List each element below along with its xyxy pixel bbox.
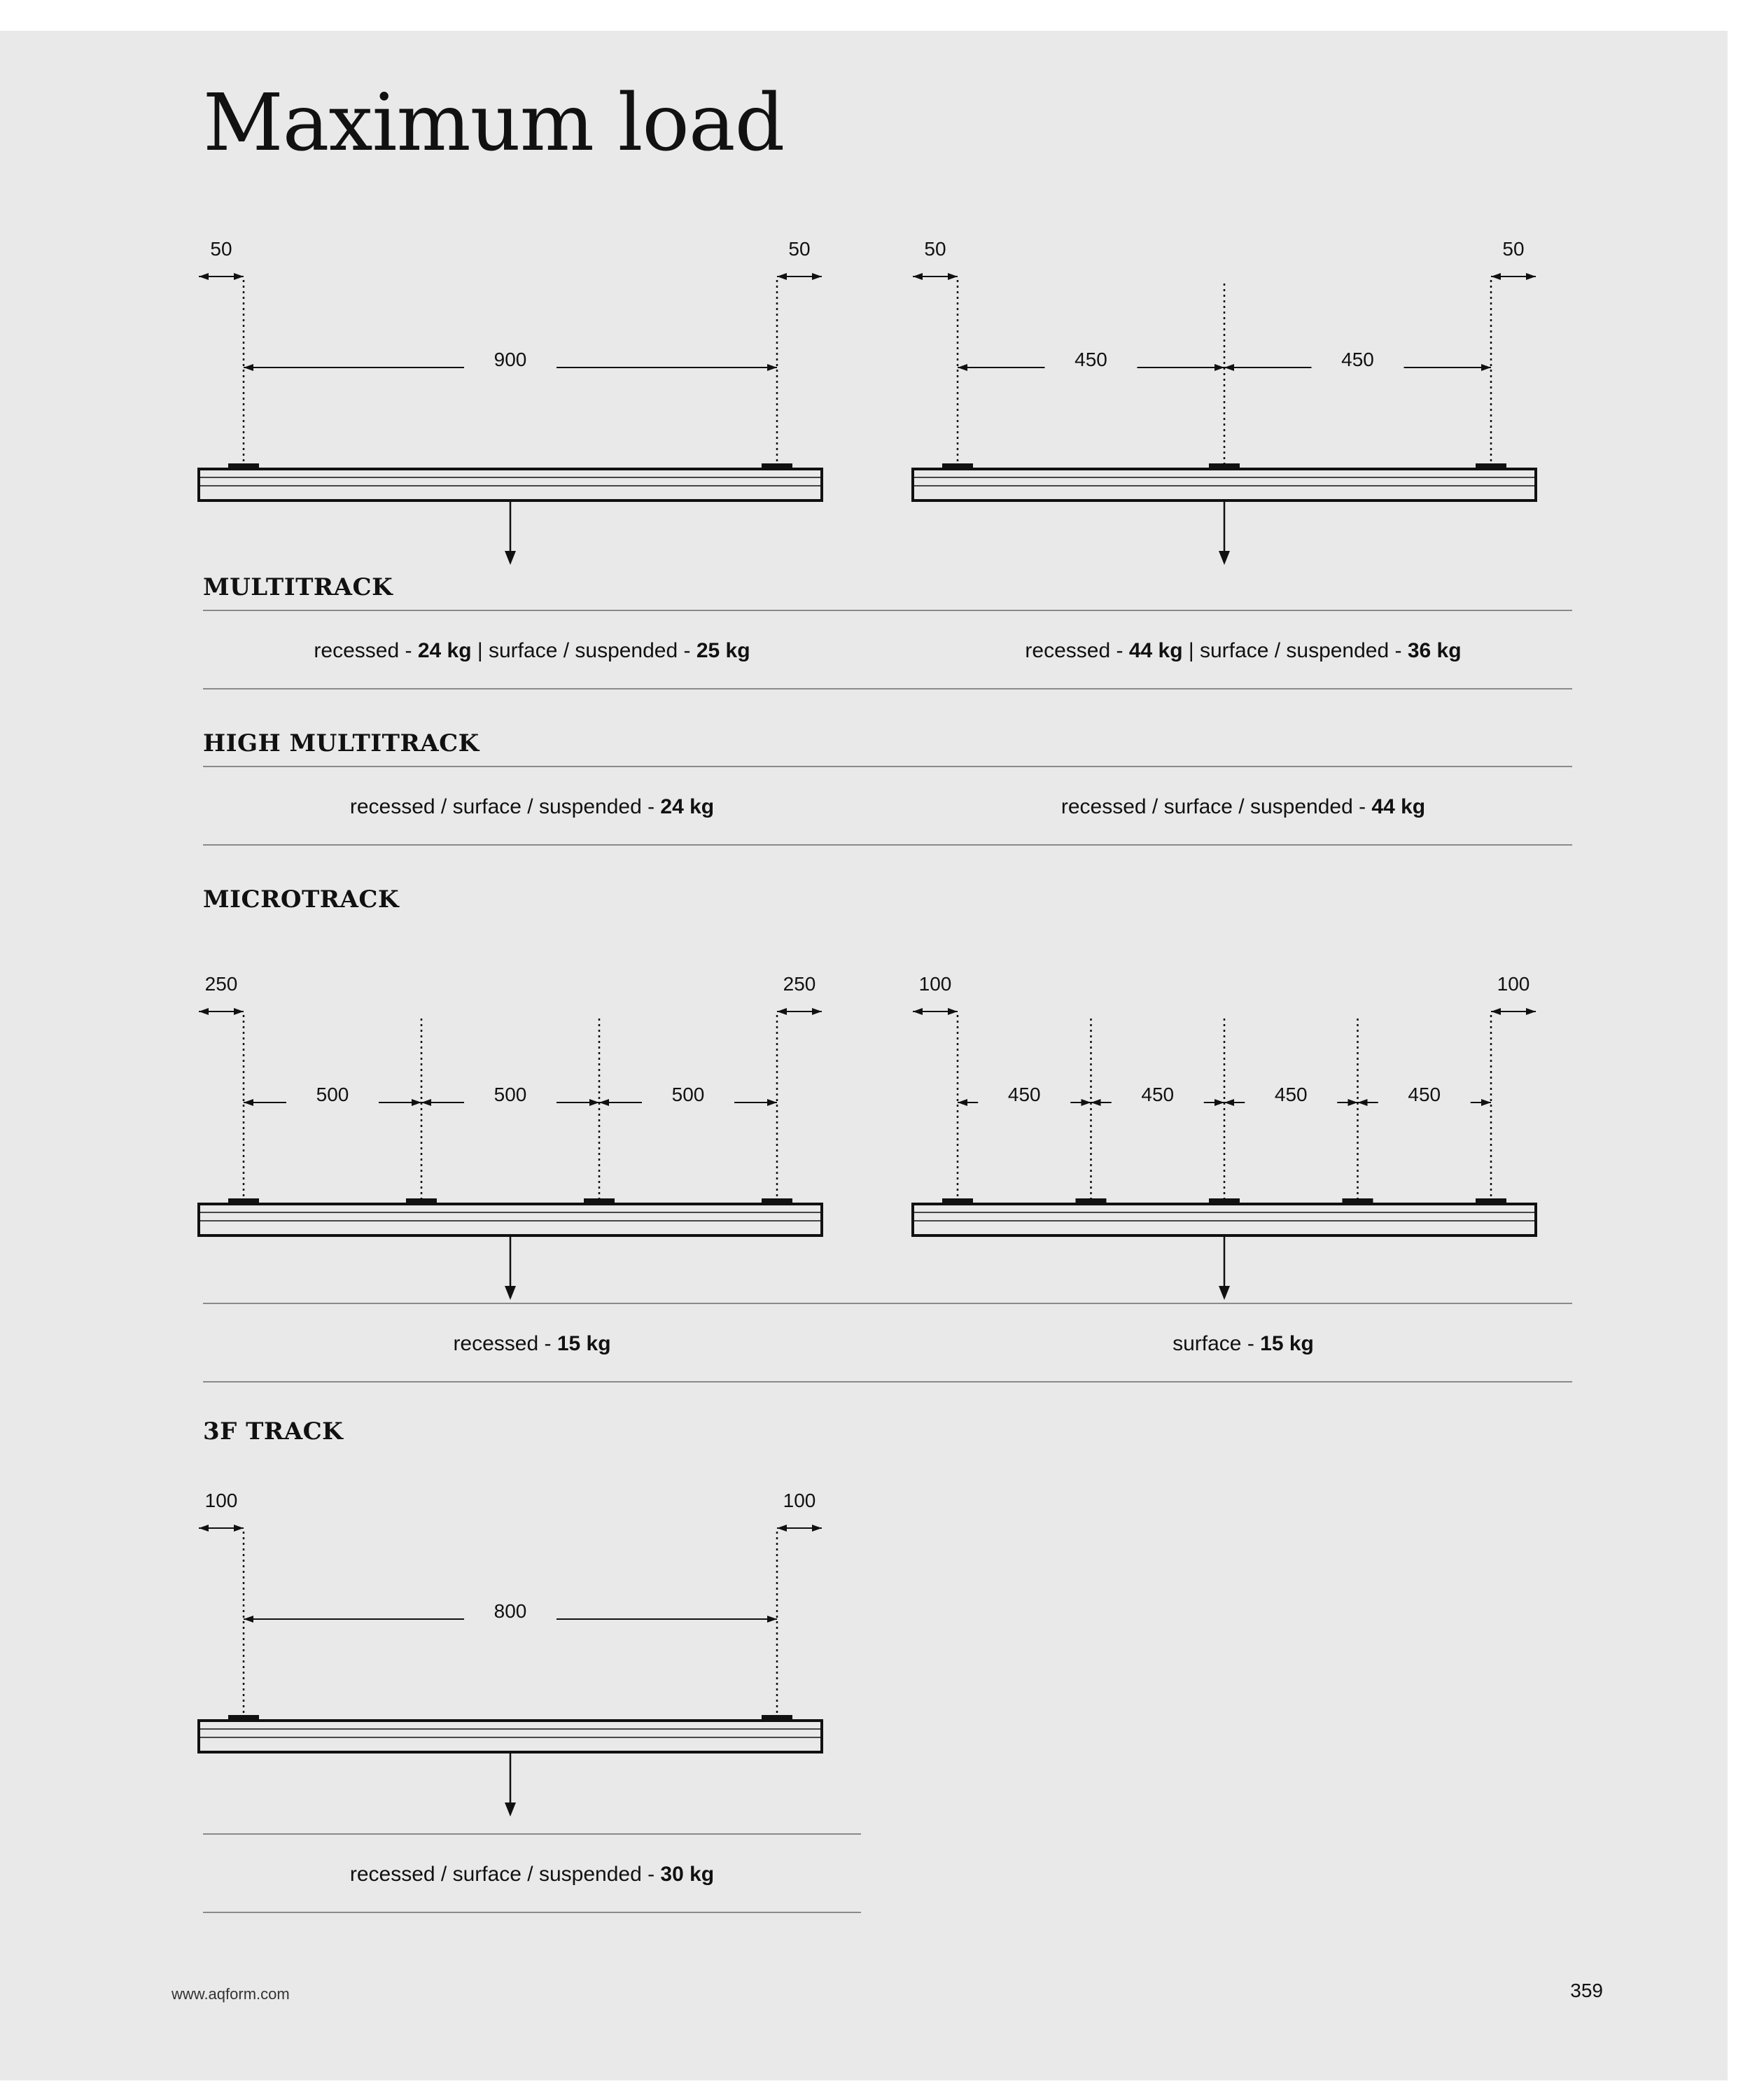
load-arrow-head [505, 1802, 516, 1816]
arrowhead [1091, 1099, 1101, 1106]
divider [203, 1833, 861, 1835]
load-value: 15 kg [1260, 1332, 1314, 1355]
page-number: 359 [1570, 1980, 1603, 2001]
load-text-microtrack-right [914, 1334, 1572, 1354]
load-label: recessed / surface / suspended - [349, 1863, 661, 1886]
dimension-span: 450 [1141, 1084, 1175, 1105]
arrowhead [1348, 1099, 1358, 1106]
load-text-multitrack-right [914, 640, 1572, 662]
diagram-multitrack-three-points [203, 238, 1568, 567]
load-value: 30 kg [660, 1863, 715, 1886]
load-value: 44 kg [1128, 639, 1183, 662]
mounting-point [1209, 463, 1240, 468]
diagram-3f-track-two-points [203, 1490, 868, 1819]
divider [203, 766, 1572, 767]
dimension-span: 450 [1007, 1084, 1041, 1105]
load-text-3f-track [203, 1864, 861, 1885]
arrowhead [767, 1616, 777, 1623]
mounting-point [942, 1198, 973, 1203]
mounting-point [942, 463, 973, 468]
load-label: surface - [1172, 1332, 1261, 1355]
mounting-point [1476, 1198, 1506, 1203]
track-profile [199, 1721, 822, 1752]
dimension-edge-left: 100 [918, 973, 952, 995]
arrowhead [948, 273, 958, 280]
diagram-microtrack-five-points [203, 973, 1568, 1302]
arrowhead [1481, 364, 1491, 371]
load-label: recessed - [453, 1332, 557, 1355]
dimension-span: 900 [493, 349, 527, 370]
arrowhead [958, 1099, 967, 1106]
dimension-edge-left: 250 [204, 973, 238, 995]
dimension-edge-right: 100 [783, 1490, 816, 1511]
arrowhead [244, 1616, 253, 1623]
load-label: | surface / suspended - [471, 639, 696, 662]
dimension-span: 450 [1408, 1084, 1441, 1105]
dimension-span: 500 [316, 1084, 349, 1105]
load-label: recessed / surface / suspended - [1060, 795, 1372, 818]
dimension-span: 450 [1341, 349, 1374, 370]
arrowhead [1214, 364, 1224, 371]
dimension-edge-right: 50 [1502, 238, 1525, 260]
arrowhead [234, 1525, 244, 1532]
section-title-3f-track: 3F TRACK [203, 1418, 344, 1446]
divider [203, 1912, 861, 1913]
dimension-span: 500 [671, 1084, 705, 1105]
mounting-point [1476, 463, 1506, 468]
divider [203, 610, 1572, 611]
section-title-multitrack: MULTITRACK [203, 573, 393, 601]
page-title: Maximum load [203, 78, 785, 169]
mounting-point [1076, 1198, 1107, 1203]
dimension-span: 450 [1074, 349, 1107, 370]
divider [203, 1381, 1572, 1382]
dimension-edge-left: 100 [204, 1490, 238, 1511]
divider [203, 1303, 1572, 1304]
load-value: 15 kg [556, 1332, 611, 1355]
section-title-high-multitrack: HIGH MULTITRACK [203, 729, 479, 757]
load-text-multitrack-left [203, 640, 861, 662]
load-text-high-multitrack-left [203, 797, 861, 818]
mounting-point [1209, 1198, 1240, 1203]
arrowhead [812, 1525, 822, 1532]
dimension-edge-right: 50 [788, 238, 811, 260]
mounting-point [1343, 1198, 1373, 1203]
arrowhead [958, 364, 967, 371]
arrowhead [1224, 1099, 1234, 1106]
load-label: recessed / surface / suspended - [349, 795, 661, 818]
arrowhead [913, 1008, 923, 1015]
dimension-edge-left: 50 [210, 238, 232, 260]
load-text-high-multitrack-right [914, 797, 1572, 818]
arrowhead [777, 1525, 787, 1532]
dimension-edge-right: 250 [783, 973, 816, 995]
dimension-span: 450 [1274, 1084, 1308, 1105]
arrowhead [1491, 273, 1501, 280]
arrowhead [1526, 1008, 1536, 1015]
arrowhead [1214, 1099, 1224, 1106]
arrowhead [1526, 273, 1536, 280]
arrowhead [913, 273, 923, 280]
arrowhead [1481, 1099, 1491, 1106]
load-arrow-head [1219, 1286, 1230, 1300]
arrowhead [1224, 364, 1234, 371]
mounting-point [228, 1715, 259, 1719]
track-profile [913, 469, 1536, 500]
arrowhead [1358, 1099, 1368, 1106]
dimension-edge-left: 50 [924, 238, 946, 260]
load-value: 24 kg [660, 795, 715, 818]
load-arrow-head [1219, 551, 1230, 565]
load-value: 24 kg [417, 639, 472, 662]
arrowhead [1491, 1008, 1501, 1015]
section-title-microtrack: MICROTRACK [203, 886, 400, 913]
load-label: recessed - [1025, 639, 1129, 662]
track-profile [913, 1204, 1536, 1236]
dimension-span: 500 [493, 1084, 527, 1105]
load-value: 36 kg [1407, 639, 1462, 662]
load-label: | surface / suspended - [1182, 639, 1408, 662]
dimension-span: 800 [493, 1600, 527, 1622]
load-label: recessed - [314, 639, 418, 662]
load-text-microtrack-left [203, 1334, 861, 1354]
arrowhead [1082, 1099, 1091, 1106]
arrowhead [948, 1008, 958, 1015]
load-value: 44 kg [1371, 795, 1426, 818]
divider [203, 844, 1572, 846]
divider [203, 688, 1572, 690]
footer-url[interactable]: www.aqform.com [172, 1985, 290, 2003]
mounting-point [762, 1715, 792, 1719]
load-value: 25 kg [696, 639, 750, 662]
dimension-edge-right: 100 [1497, 973, 1530, 995]
